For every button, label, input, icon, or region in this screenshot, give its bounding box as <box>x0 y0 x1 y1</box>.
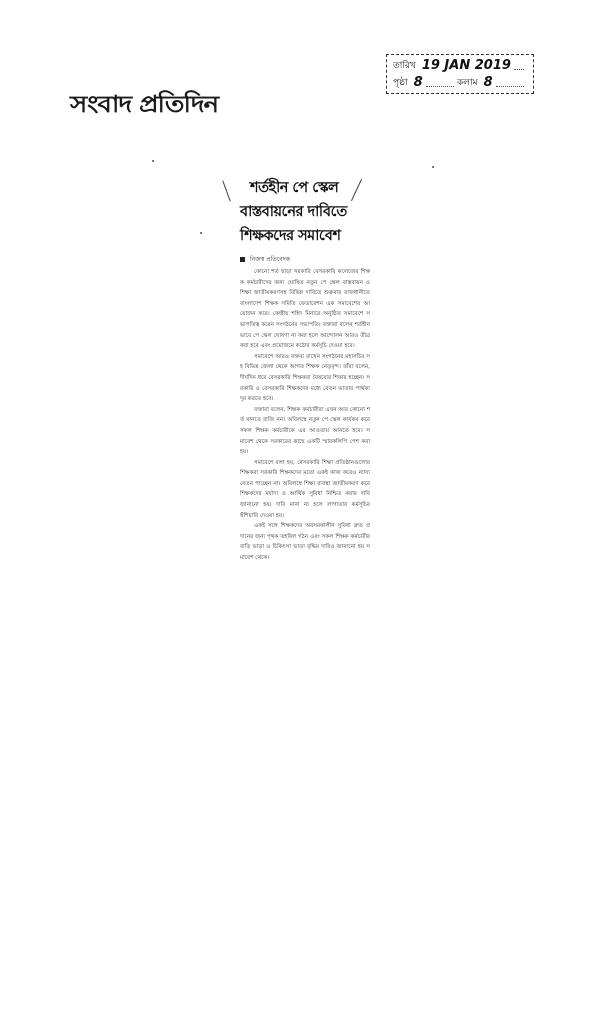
article-headline <box>240 176 370 248</box>
stamp-date-value: 19 JAN 2019 <box>421 58 511 73</box>
stamp-page-row <box>393 74 527 91</box>
stamp-column-value: 8 <box>483 75 493 90</box>
article-body <box>240 267 370 564</box>
stamp-date-label: তারিখ <box>393 61 416 71</box>
headline-line: শর্তহীন পে স্কেল <box>250 180 339 196</box>
stamp-page-label: পৃষ্ঠা <box>393 78 408 88</box>
byline-text: নিজস্ব প্রতিবেদক <box>249 256 290 263</box>
news-article-clipping <box>240 176 370 564</box>
stamp-column-label: কলাম <box>456 78 478 88</box>
scan-speck <box>152 160 154 162</box>
article-byline <box>240 254 370 265</box>
article-paragraph: সমাবেশে বলা হয়, বেসরকারি শিক্ষা প্রতিষ্ঠানগুলোর শিক্ষকরা সরকারি শিক্ষকদের মতো একই কাজ করেও ন্যায্য বেতন পাচ্ছেন না। অবিলম্বে শিক্ষা ব্যবস্থা জাতীয়করণ করে শিক্ষকদের মর্যাদা ও আর্থিক সুবিধা নিশ্চিত করার দাবি জানানো হয়। দাবি মানা না হলে লাগাতার কর্মসূচির হুঁশিয়ারি দেওয়া হয়। <box>240 459 370 519</box>
scan-speck <box>200 232 202 234</box>
stamp-dotted-line <box>514 61 524 70</box>
headline-line: শিক্ষকদের সমাবেশ <box>240 228 341 244</box>
article-paragraph: সমাবেশে আরও বক্তব্য রাখেন সংগঠনের মহাসচিব সহ বিভিন্ন জেলা থেকে আগত শিক্ষক নেতৃবৃন্দ। তাঁরা বলেন, দীর্ঘদিন ধরে বেসরকারি শিক্ষকরা বৈষম্যের শিকার হচ্ছেন। সরকারি ও বেসরকারি শিক্ষকদের মধ্যে বেতন ভাতার পার্থক্য দূর করতে হবে। <box>240 353 370 403</box>
headline-border-mark <box>222 180 230 201</box>
stamp-dotted-line <box>426 78 454 87</box>
headline-line: বাস্তবায়নের দাবিতে <box>240 204 347 220</box>
scan-speck <box>432 166 434 168</box>
stamp-page-value: 8 <box>413 75 423 90</box>
stamp-date-row <box>393 57 527 74</box>
article-paragraph: বক্তারা বলেন, শিক্ষক কর্মচারীরা এখন আর কোনো শর্ত মানতে রাজি নন। অবিলম্বে নতুন পে স্কেল কার্যকর করে সকল শিক্ষক কর্মচারীকে এর আওতায় আনতে হবে। সমাবেশ থেকে সরকারের কাছে একটি স্মারকলিপি পেশ করা হয়। <box>240 406 370 456</box>
newspaper-masthead: সংবাদ প্রতিদিন <box>70 91 219 119</box>
article-paragraph: একই সঙ্গে শিক্ষকদের অবসরকালীন সুবিধা দ্রুত প্রদানের জন্য পৃথক তহবিল গঠন এবং সকল শিক্ষক কর্মচারীর বাড়ি ভাড়া ও চিকিৎসা ভাতা বৃদ্ধির দাবিও জানানো হয় সমাবেশ থেকে। <box>240 523 370 562</box>
stamp-dotted-line <box>496 78 524 87</box>
clipping-date-stamp <box>386 54 534 94</box>
article-paragraph: কোনো শর্ত ছাড়া সরকারি বেসরকারি কলেজের শিক্ষক কর্মচারীদের জন্য ঘোষিত নতুন পে স্কেল বাস্তবায়ন ও শিক্ষা জাতীয়করণসহ বিভিন্ন দাবিতে শুক্রবার রাজধানীতে বাংলাদেশ শিক্ষক সমিতি ফেডারেশন এক সমাবেশের আয়োজন করে। কেন্দ্রীয় শহিদ মিনারে অনুষ্ঠিত সমাবেশে সভাপতিত্ব করেন সংগঠনের সভাপতি। বক্তারা বলেন শর্তহীনভাবে পে স্কেল ঘোষণা না করা হলে আন্দোলন আরও তীব্র করা হবে এবং প্রয়োজনে কঠোর কর্মসূচি দেওয়া হবে। <box>240 269 370 350</box>
bullet-icon <box>240 257 245 262</box>
